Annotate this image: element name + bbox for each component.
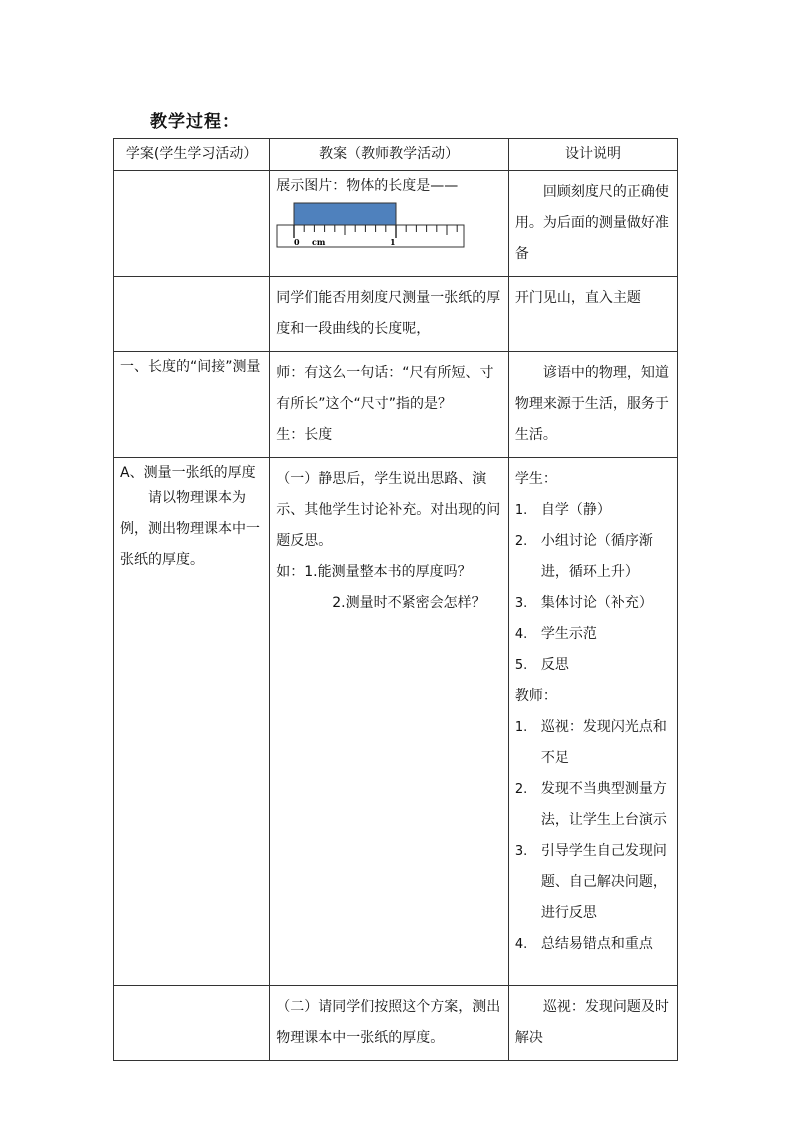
ruler-label-zero: 0 [294, 237, 300, 247]
row4-task-title: A、测量一张纸的厚度 [120, 465, 256, 481]
teacher-step-item-number: 3. [514, 844, 528, 859]
lesson-table [113, 138, 678, 1061]
table-row [114, 352, 678, 458]
ruler-svg [276, 199, 466, 249]
student-step-item [515, 588, 671, 619]
row2-col1 [114, 277, 270, 352]
teacher-step-item [515, 929, 671, 960]
row4-col1 [114, 458, 270, 986]
student-step-item-text: 自学（静） [540, 502, 611, 518]
student-step-item-number: 1. [514, 503, 528, 518]
teacher-step-item [515, 774, 671, 836]
student-label: 学生： [514, 471, 557, 487]
ruler-label-unit: cm [312, 237, 326, 247]
table-row [114, 986, 678, 1061]
row1-col1 [114, 171, 270, 277]
header-student-activity: 学案(学生学习活动） [114, 139, 270, 171]
row2-col2: 同学们能否用刻度尺测量一张纸的厚度和一段曲线的长度呢， [270, 277, 509, 352]
row1-col3: 回顾刻度尺的正确使用。为后面的测量做好准备 [508, 171, 677, 277]
student-step-item-number: 5. [514, 658, 528, 673]
student-step-item [515, 526, 671, 588]
student-step-item [515, 495, 671, 526]
teacher-steps-list [515, 712, 671, 960]
student-step-item-text: 小组讨论（循序渐进，循环上升） [540, 533, 653, 580]
teacher-step-item-text: 巡视：发现闪光点和不足 [540, 719, 667, 766]
row4-question-1: 如：1.能测量整本书的厚度吗？ [276, 564, 472, 580]
teacher-step-item [515, 712, 671, 774]
table-row [114, 458, 678, 986]
row3-col1: 一、长度的“间接”测量 [114, 352, 270, 458]
teacher-label: 教师： [514, 688, 557, 704]
row5-col2: （二）请同学们按照这个方案，测出物理课本中一张纸的厚度。 [270, 986, 509, 1061]
header-design-notes: 设计说明 [508, 139, 677, 171]
measured-object-bar [294, 203, 396, 225]
row4-col2 [270, 458, 509, 986]
student-steps-list [515, 495, 671, 681]
row4-task-text: 请以物理课本为例，测出物理课本中一张纸的厚度。 [120, 490, 260, 568]
student-step-item [515, 619, 671, 650]
row4-col3 [508, 458, 677, 986]
row5-col3: 巡视：发现问题及时解决 [508, 986, 677, 1061]
student-step-item-text: 学生示范 [540, 626, 597, 642]
teacher-step-item-text: 引导学生自己发现问题、自己解决问题，进行反思 [540, 843, 667, 921]
student-step-item-number: 4. [514, 627, 528, 642]
ruler-body [277, 225, 464, 247]
teacher-step-item-text: 总结易错点和重点 [540, 936, 653, 952]
row1-col2 [270, 171, 509, 277]
row4-question-2: 2.测量时不紧密会怎样？ [332, 595, 486, 611]
header-teacher-activity: 教案（教师教学活动） [270, 139, 509, 171]
teacher-step-item-text: 发现不当典型测量方法，让学生上台演示 [540, 781, 667, 828]
student-step-item-text: 反思 [540, 657, 569, 673]
ruler-figure [276, 199, 502, 247]
row3-student-line: 生：长度 [276, 427, 333, 443]
ruler-label-one: 1 [390, 237, 396, 247]
ruler-prompt: 展示图片：物体的长度是—— [276, 178, 459, 194]
student-step-item-number: 2. [514, 534, 528, 549]
teacher-step-item [515, 836, 671, 929]
row3-col2 [270, 352, 509, 458]
teacher-step-item-number: 2. [514, 782, 528, 797]
row5-col1 [114, 986, 270, 1061]
row2-col3: 开门见山，直入主题 [508, 277, 677, 352]
row3-teacher-line: 师：有这么一句话：“尺有所短、寸有所长”这个“尺寸”指的是？ [276, 365, 494, 412]
student-step-item-text: 集体讨论（补充） [540, 595, 653, 611]
table-header-row [114, 139, 678, 171]
teacher-step-item-number: 4. [514, 937, 528, 952]
student-step-item [515, 650, 671, 681]
table-row [114, 171, 678, 277]
student-step-item-number: 3. [514, 596, 528, 611]
table-row [114, 277, 678, 352]
row3-col3: 谚语中的物理，知道物理来源于生活，服务于生活。 [508, 352, 677, 458]
teacher-step-item-number: 1. [514, 720, 528, 735]
section-heading: 教学过程： [150, 112, 240, 132]
row4-process-text: （一）静思后，学生说出思路、演示、其他学生讨论补充。对出现的问题反思。 [276, 471, 501, 549]
